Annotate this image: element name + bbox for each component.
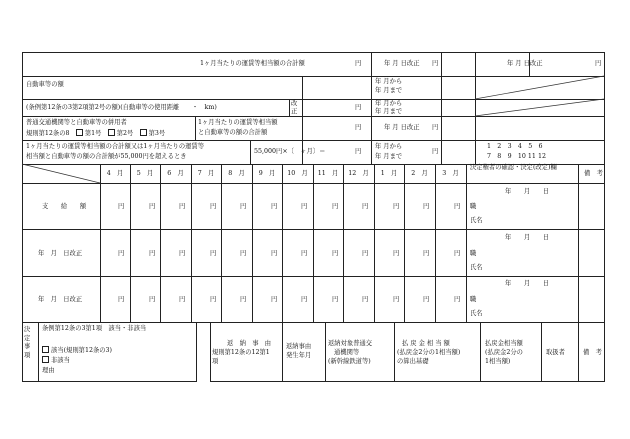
yen-cell: 円	[149, 296, 156, 303]
month-header: 12 月	[348, 170, 369, 177]
car-from-2: 年 月から	[375, 100, 403, 107]
yen-cell: 円	[454, 250, 461, 257]
month-header: 11 月	[317, 170, 339, 177]
applicable-checkbox[interactable]	[42, 346, 49, 353]
combo-revised: 年 月 日改正	[384, 124, 420, 131]
months-row1: 1 2 3 4 5 6	[487, 143, 543, 150]
combo-revised-yen: 円	[432, 124, 439, 131]
combo-right-line1: 1ヶ月当たりの運賃等相当額	[198, 119, 278, 126]
refund-target-l1: 返納対象普通交	[328, 340, 373, 347]
yen-cell: 円	[149, 203, 156, 210]
yen-cell: 円	[301, 203, 308, 210]
car-note: (条例第12条の3第2項第2号の額)(自動車等の使用距離 ・ km)	[26, 104, 217, 111]
decision-name: 氏名	[470, 310, 483, 317]
not-applicable-checkbox[interactable]	[42, 356, 49, 363]
yen-cell: 円	[362, 296, 369, 303]
yen-cell: 円	[210, 296, 217, 303]
decision-date: 年 月 日	[505, 234, 550, 241]
revised-yen: 円	[432, 60, 439, 67]
yen-cell: 円	[179, 250, 186, 257]
yen-cell: 円	[179, 203, 186, 210]
decision-date: 年 月 日	[505, 188, 550, 195]
month-header: 8 月	[228, 170, 245, 177]
yen-cell: 円	[271, 296, 278, 303]
refund-date-l2: 発生年月	[286, 352, 312, 359]
yen-cell: 円	[332, 203, 339, 210]
yen-cell: 円	[423, 296, 430, 303]
yen-cell: 円	[210, 250, 217, 257]
month-header: 6 月	[167, 170, 184, 177]
yen-cell: 円	[271, 203, 278, 210]
row-revised-label: 年 月 日改正	[38, 296, 83, 303]
decision-name: 氏名	[470, 217, 483, 224]
bottom-remarks-label: 備 考	[583, 349, 602, 356]
yen-cell: 円	[362, 203, 369, 210]
yen-cell: 円	[118, 203, 125, 210]
yen-cell: 円	[393, 296, 400, 303]
excess-revised-yen: 円	[432, 148, 439, 155]
month-header: 10 月	[287, 170, 308, 177]
total-yen: 円	[355, 60, 362, 67]
not-applicable-option: 非該当	[42, 356, 70, 365]
decision-header: 決定権者の確認・決定(改定)欄	[470, 164, 557, 171]
kai-label: 改	[291, 100, 298, 107]
yen-cell: 円	[240, 203, 247, 210]
combo-right-line2: と自動車等の額の合計額	[198, 129, 268, 136]
yen-cell: 円	[301, 250, 308, 257]
yen-cell: 円	[118, 296, 125, 303]
combo-yen: 円	[355, 124, 362, 131]
decision-date: 年 月 日	[505, 280, 550, 287]
yen-cell: 円	[149, 250, 156, 257]
checkbox-3[interactable]	[140, 129, 147, 136]
decision-vertical-label: 決定事項	[24, 326, 31, 359]
yen-cell: 円	[423, 203, 430, 210]
combo-line2: 規則第12条の8 第1号 第2号 第3号	[26, 130, 166, 137]
decision-seal: 職	[470, 296, 477, 303]
month-header: 5 月	[136, 170, 154, 177]
decision-seal: 職	[470, 203, 477, 210]
provision-text: 条例第12条の3第1項 該当・非該当	[42, 325, 147, 332]
yen-cell: 円	[118, 250, 125, 257]
car-amount-label: 自動車等の額	[26, 81, 64, 88]
revised-date-2: 年 月 日改正	[507, 60, 543, 67]
yen-cell: 円	[332, 250, 339, 257]
yen-cell: 円	[240, 296, 247, 303]
month-header: 2 月	[411, 170, 428, 177]
decision-name: 氏名	[470, 264, 483, 271]
yen-cell: 円	[240, 250, 247, 257]
refund-basis-l1: 払 戻 金 相 当 額	[402, 340, 450, 347]
checkbox-2[interactable]	[108, 129, 115, 136]
yen-cell: 円	[454, 296, 461, 303]
handler-label: 取扱者	[546, 349, 565, 356]
yen-cell: 円	[271, 250, 278, 257]
applicable-option: 該当(規則第12条の3)	[42, 346, 112, 355]
car-from: 年 月から	[375, 78, 403, 85]
yen-cell: 円	[454, 203, 461, 210]
row-revised-label: 年 月 日改正	[38, 250, 83, 257]
month-header: 3 月	[442, 170, 459, 177]
car-until: 年 月まで	[375, 87, 403, 94]
excess-from: 年 月から	[375, 143, 403, 150]
yen-cell: 円	[179, 296, 186, 303]
months-row2: 7 8 9 10 11 12	[487, 153, 546, 160]
revised-date: 年 月 日改正	[384, 60, 420, 67]
combo-line1: 普通交通機関等と自動車等の併用者	[26, 119, 127, 126]
yen-cell: 円	[301, 296, 308, 303]
sei-label: 正	[291, 108, 298, 115]
refund-target-l3: (新幹線鉄道等)	[328, 358, 371, 365]
row-payment-label: 支 給 額	[42, 203, 87, 210]
checkbox-1[interactable]	[76, 129, 83, 136]
month-header: 1 月	[380, 170, 398, 177]
yen-cell: 円	[393, 203, 400, 210]
excess-line2: 相当額と自動車等の額の合計額が55,000円を超えるとき	[26, 153, 187, 160]
month-header: 7 月	[197, 170, 215, 177]
refund-reason-l2: 規則第12条の12第1	[212, 349, 270, 356]
car-yen: 円	[355, 104, 362, 111]
remarks-header: 備 考	[584, 170, 603, 177]
refund-amount-l2: (払戻金2分の	[485, 349, 523, 356]
month-header: 9 月	[258, 170, 276, 177]
car-until-2: 年 月まで	[375, 108, 403, 115]
yen-cell: 円	[332, 296, 339, 303]
summary-title: 1ヶ月当たりの運賃等相当額の合計額	[200, 60, 305, 67]
excess-until: 年 月まで	[375, 153, 403, 160]
yen-cell: 円	[210, 203, 217, 210]
excess-line1: 1ヶ月当たりの運賃等相当額の合計額又は1ヶ月当たりの運賃等	[26, 143, 205, 150]
yen-cell: 円	[393, 250, 400, 257]
refund-date-l1: 返納事由	[286, 343, 312, 350]
decision-seal: 職	[470, 250, 477, 257]
month-header: 4 月	[106, 170, 124, 177]
excess-yen: 円	[355, 148, 362, 155]
refund-target-l2: 通機関等	[334, 349, 360, 356]
refund-amount-l3: 1相当額)	[485, 358, 511, 365]
refund-basis-l3: の算出基礎	[397, 358, 429, 365]
refund-reason-l3: 項	[212, 358, 219, 365]
yen-cell: 円	[362, 250, 369, 257]
refund-basis-l2: (払戻金2分の1相当額)	[397, 349, 461, 356]
excess-formula: 55,000円×〔 ヶ月〕＝	[254, 148, 326, 155]
reason-label: 理由	[42, 367, 55, 374]
revised-yen-2: 円	[595, 60, 602, 67]
refund-amount-l1: 払戻金相当額	[485, 340, 523, 347]
refund-reason-l1: 返 納 事 由	[227, 340, 272, 347]
yen-cell: 円	[423, 250, 430, 257]
